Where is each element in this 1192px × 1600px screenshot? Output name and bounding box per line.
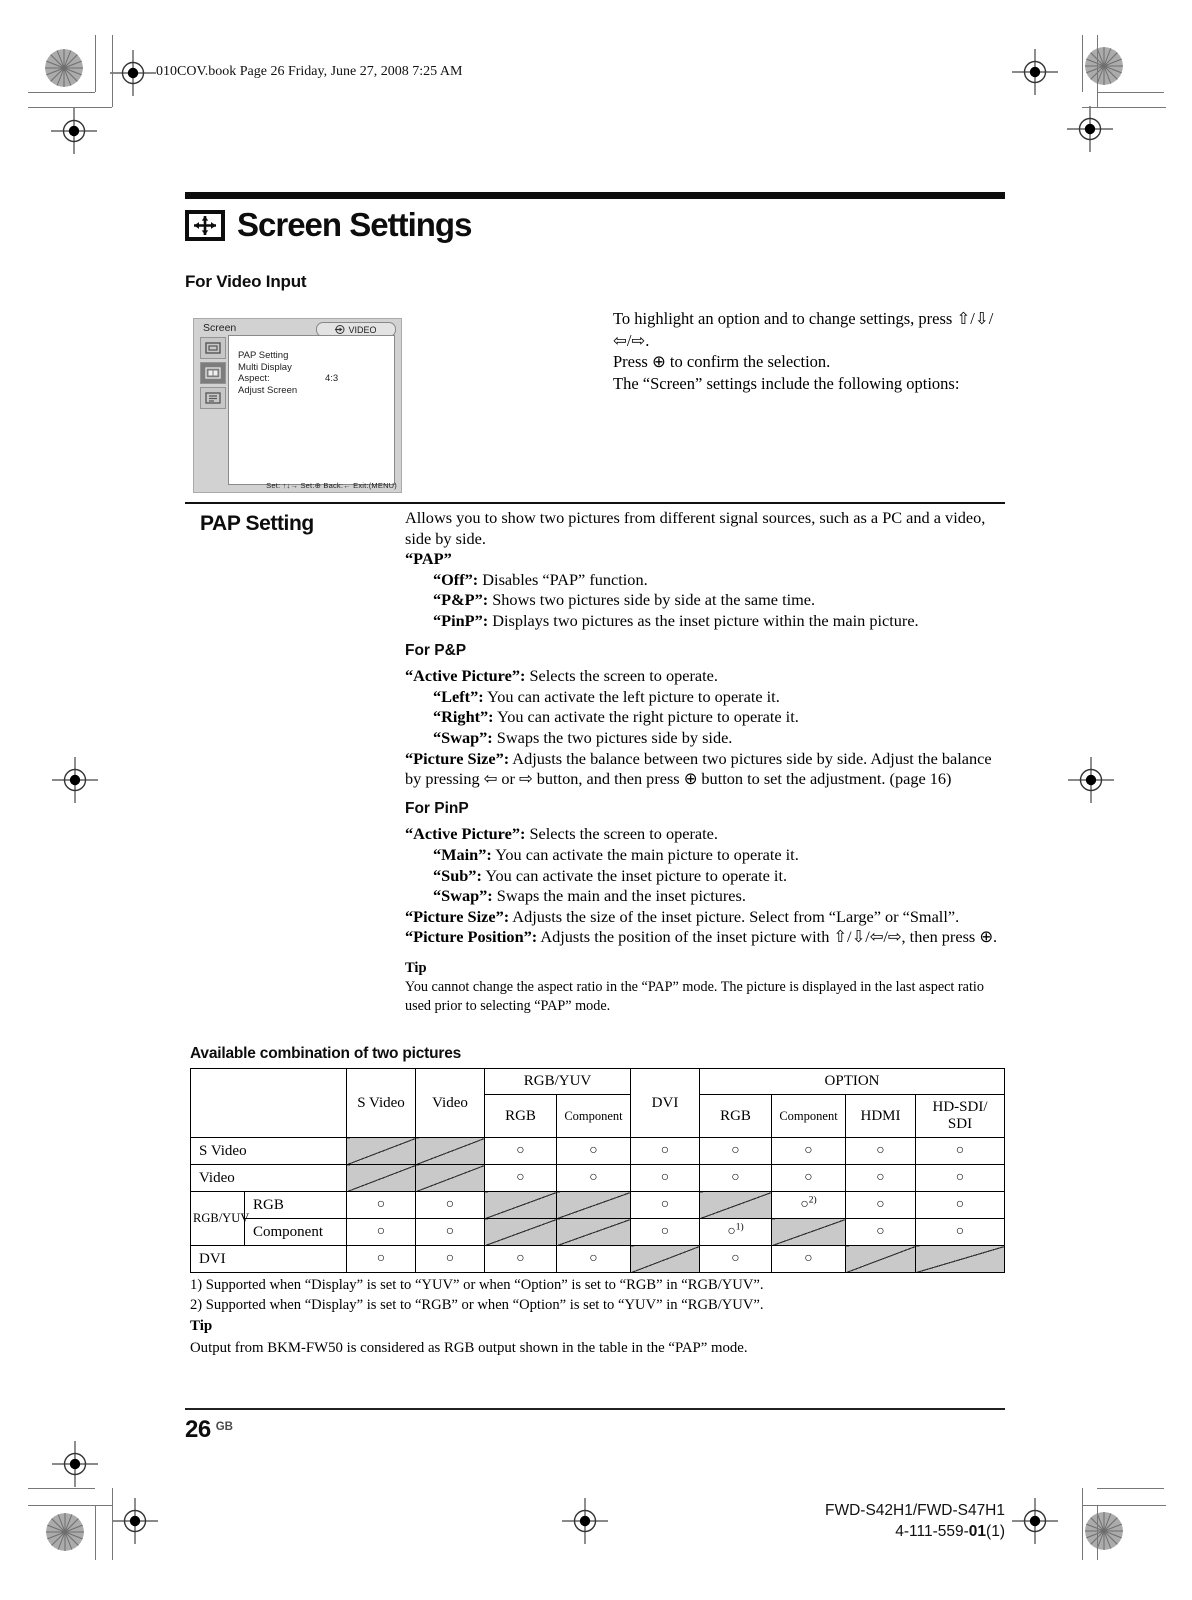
table-tip-text: Output from BKM-FW50 is considered as RGB output shown in the table in the “PAP” mode.	[190, 1340, 748, 1356]
registration-mark	[1012, 49, 1058, 95]
body-line-lead: “PinP”:	[433, 610, 489, 630]
combination-cell: ○	[347, 1219, 416, 1246]
combination-cell	[631, 1246, 700, 1273]
pap-setting-body	[405, 508, 1007, 1016]
combination-cell	[347, 1138, 416, 1165]
combination-cell: ○	[347, 1192, 416, 1219]
body-line: “Sub”: You can activate the inset picture to operate it.	[433, 865, 788, 885]
title-rule	[185, 192, 1005, 199]
crop-mark	[1097, 1488, 1164, 1489]
document-footer	[660, 1500, 1005, 1542]
table-row	[191, 1246, 1005, 1273]
body-line: “Active Picture”: Selects the screen to operate.	[405, 824, 718, 844]
crop-mark	[112, 1488, 113, 1560]
combination-cell	[700, 1192, 772, 1219]
osd-picture-icon	[200, 337, 226, 359]
body-line-lead: “Sub”:	[433, 865, 482, 885]
combination-cell	[557, 1192, 631, 1219]
osd-menu-item-value: 4:3	[325, 373, 339, 384]
body-line-lead: “PAP”	[405, 549, 452, 569]
osd-menu-item	[229, 350, 394, 362]
combination-cell: ○	[557, 1165, 631, 1192]
osd-menu-item-label: Adjust Screen	[238, 384, 298, 396]
registration-mark	[1068, 757, 1114, 803]
combination-cell: ○	[916, 1219, 1005, 1246]
combination-cell: ○	[485, 1246, 557, 1273]
registration-mark	[52, 1441, 98, 1487]
col-header-hdmi: HDMI	[846, 1095, 916, 1138]
crop-mark	[28, 107, 112, 108]
tip-heading: Tip	[405, 959, 427, 976]
body-line-lead: “Active Picture”:	[405, 824, 526, 844]
tip-text: You cannot change the aspect ratio in the “PAP” mode. The picture is displayed in the last aspect ratio used prior to selecting “PAP” mode.	[405, 979, 984, 1015]
registration-mark	[51, 108, 97, 154]
osd-pap-icon	[200, 362, 226, 384]
crop-mark	[1082, 1505, 1166, 1506]
row-label: Component	[245, 1219, 347, 1246]
table-row	[191, 1219, 1005, 1246]
body-line: “Off”: Disables “PAP” function.	[433, 569, 648, 589]
osd-menu-item	[229, 373, 394, 385]
osd-menu-title: Screen	[203, 322, 237, 334]
combination-cell: ○	[846, 1138, 916, 1165]
osd-sidebar	[200, 337, 226, 412]
registration-mark	[1067, 106, 1113, 152]
sub-heading: For P&P	[405, 641, 467, 659]
sub-heading: For PinP	[405, 799, 469, 817]
crop-mark	[28, 92, 95, 93]
section-heading-for-video-input: For Video Input	[185, 272, 307, 291]
osd-menu-item-label: PAP Setting	[238, 350, 289, 361]
body-line-lead: “Picture Position”:	[405, 927, 538, 947]
color-patch-circle	[1084, 46, 1124, 86]
table-footnote: 1) Supported when “Display” is set to “YUV” or when “Option” is set to “RGB” in “RGB/YUV”.	[190, 1277, 764, 1293]
combination-cell	[416, 1138, 485, 1165]
combination-table	[190, 1068, 1005, 1273]
registration-mark	[112, 1498, 158, 1544]
body-line-lead: “P&P”:	[433, 590, 489, 610]
row-label: S Video	[191, 1138, 347, 1165]
osd-menu-item-label: Aspect:	[238, 373, 270, 384]
body-line: “Right”: You can activate the right picture to operate it.	[433, 707, 799, 727]
section-heading-pap-setting: PAP Setting	[200, 512, 314, 535]
footer-rule	[185, 1408, 1005, 1410]
input-arrow-icon	[335, 325, 345, 334]
combination-cell: ○	[557, 1246, 631, 1273]
combination-cell: ○	[631, 1165, 700, 1192]
osd-menu-item-label: Multi Display	[238, 361, 292, 373]
table-heading: Available combination of two pictures	[190, 1045, 462, 1062]
body-line-lead: “Active Picture”:	[405, 666, 526, 686]
combination-cell: ○	[700, 1165, 772, 1192]
combination-cell: ○	[485, 1165, 557, 1192]
body-line-lead: “Left”:	[433, 686, 484, 706]
osd-key-guide: Set: ↑↓→ Set:⊕ Back:← Exit:(MENU)	[266, 481, 397, 490]
crop-mark	[95, 35, 96, 92]
table-row	[191, 1138, 1005, 1165]
crop-mark	[1097, 1505, 1098, 1560]
table-row	[191, 1192, 1005, 1219]
crop-mark	[1097, 35, 1098, 107]
intro-line: The “Screen” settings include the following options:	[613, 373, 960, 393]
body-line: “Picture Position”: Adjusts the position of the inset picture with ⇧/⇩/⇦/⇨, then press ⊕.	[405, 927, 998, 947]
combination-cell: ○	[416, 1246, 485, 1273]
body-line: Allows you to show two pictures from different signal sources, such as a PC and a video, side by side.	[405, 508, 986, 548]
combination-cell	[485, 1192, 557, 1219]
combination-cell	[557, 1219, 631, 1246]
combination-cell: ○	[557, 1138, 631, 1165]
body-line: “PinP”: Displays two pictures as the inset picture within the main picture.	[433, 610, 919, 630]
combination-cell: ○	[772, 1138, 846, 1165]
registration-mark	[1012, 1498, 1058, 1544]
col-header-hd-sdi: HD-SDI/ SDI	[916, 1095, 1005, 1138]
combination-cell: ○	[416, 1219, 485, 1246]
crop-mark	[28, 1488, 95, 1489]
print-header: 010COV.book Page 26 Friday, June 27, 2008 7:25 AM	[156, 64, 463, 79]
combination-cell: ○	[347, 1246, 416, 1273]
body-line-lead: “Swap”:	[433, 886, 493, 906]
model-number: FWD-S42H1/FWD-S47H1	[825, 1502, 1005, 1519]
col-header-component: Component	[557, 1095, 631, 1138]
row-label: DVI	[191, 1246, 347, 1273]
table-tip-heading: Tip	[190, 1318, 213, 1334]
crop-mark	[1082, 107, 1166, 108]
col-header-option-component: Component	[772, 1095, 846, 1138]
combination-cell: ○	[846, 1219, 916, 1246]
intro-line: Press ⊕ to confirm the selection.	[613, 352, 831, 371]
combination-cell	[416, 1165, 485, 1192]
combination-cell: ○	[916, 1192, 1005, 1219]
table-corner-cell	[191, 1069, 347, 1138]
osd-menu-item	[229, 362, 394, 374]
crop-mark	[1097, 92, 1164, 93]
combination-cell	[485, 1219, 557, 1246]
combination-cell: ○	[485, 1138, 557, 1165]
combination-cell: ○$^{1)}$	[700, 1219, 772, 1246]
combination-cell: ○	[772, 1165, 846, 1192]
body-line-lead: “Off”:	[433, 569, 479, 589]
body-line-lead: “Right”:	[433, 707, 494, 727]
body-line-lead: “Picture Size”:	[405, 748, 510, 768]
registration-mark	[562, 1498, 608, 1544]
color-patch-circle	[1084, 1511, 1124, 1551]
col-header-s-video: S Video	[347, 1069, 416, 1138]
body-line-lead: “Main”:	[433, 844, 492, 864]
registration-mark	[110, 50, 156, 96]
screen-adjust-icon	[185, 210, 225, 241]
osd-input-badge: VIDEO	[316, 322, 396, 337]
combination-cell: ○	[916, 1165, 1005, 1192]
combination-cell	[772, 1219, 846, 1246]
body-line	[405, 549, 1007, 570]
combination-cell: ○	[631, 1219, 700, 1246]
body-line: “Picture Size”: Adjusts the balance between two pictures side by side. Adjust the balance by pressing ⇦ or ⇨ button, and then press ⊕ button to set the adjustment. (page 16)	[405, 748, 992, 789]
table-footnote: 2) Supported when “Display” is set to “RGB” or when “Option” is set to “YUV” in “RGB/YUV”.	[190, 1296, 764, 1313]
color-patch-circle	[45, 1512, 85, 1552]
body-line: “Main”: You can activate the main picture to operate it.	[433, 844, 799, 864]
body-line-lead: “Picture Size”:	[405, 906, 510, 926]
registration-mark	[52, 757, 98, 803]
osd-adjust-icon	[200, 387, 226, 409]
row-label: Video	[191, 1165, 347, 1192]
combination-cell: ○	[916, 1138, 1005, 1165]
col-group-rgb-yuv: RGB/YUV	[485, 1069, 631, 1095]
combination-cell: ○	[631, 1138, 700, 1165]
body-line-lead: “Swap”:	[433, 727, 493, 747]
video-input-intro	[613, 308, 1011, 394]
body-line: “Picture Size”: Adjusts the size of the inset picture. Select from “Large” or “Small”.	[405, 906, 960, 926]
body-line: “Left”: You can activate the left picture to operate it.	[433, 686, 780, 706]
part-number: 4-111-559-01(1)	[895, 1523, 1005, 1540]
combination-cell: ○	[846, 1165, 916, 1192]
crop-mark	[95, 1505, 96, 1560]
body-line: “Swap”: Swaps the two pictures side by side.	[433, 727, 733, 747]
section-divider	[185, 502, 1005, 504]
combination-cell: ○	[772, 1246, 846, 1273]
osd-menu-item	[229, 385, 394, 397]
intro-line: To highlight an option and to change settings, press ⇧/⇩/⇦/⇨.	[613, 309, 994, 350]
combination-cell: ○	[700, 1246, 772, 1273]
combination-cell	[347, 1165, 416, 1192]
combination-cell	[846, 1246, 916, 1273]
body-line: “P&P”: Shows two pictures side by side at the same time.	[433, 590, 816, 610]
osd-screenshot	[193, 318, 402, 493]
col-header-video: Video	[416, 1069, 485, 1138]
col-header-option-rgb: RGB	[700, 1095, 772, 1138]
combination-cell: ○	[700, 1138, 772, 1165]
page-title: Screen Settings	[237, 206, 472, 243]
body-line: “Swap”: Swaps the main and the inset pictures.	[433, 886, 746, 906]
col-group-option: OPTION	[700, 1069, 1005, 1095]
row-group-label: RGB/YUV	[191, 1192, 245, 1246]
crop-mark	[1082, 35, 1083, 92]
table-footnotes	[190, 1276, 764, 1315]
body-line: “Active Picture”: Selects the screen to operate.	[405, 666, 718, 686]
osd-menu-panel	[228, 335, 395, 485]
combination-cell	[916, 1246, 1005, 1273]
row-label: RGB	[245, 1192, 347, 1219]
combination-cell: ○	[846, 1192, 916, 1219]
crop-mark	[1082, 1488, 1083, 1560]
combination-cell: ○	[631, 1192, 700, 1219]
combination-cell: ○$^{2)}$	[772, 1192, 846, 1219]
color-patch-circle	[44, 48, 84, 88]
page-number: 26 GB	[185, 1416, 233, 1443]
table-row	[191, 1165, 1005, 1192]
crop-mark	[112, 35, 113, 107]
combination-cell: ○	[416, 1192, 485, 1219]
col-header-dvi: DVI	[631, 1069, 700, 1138]
col-header-rgb: RGB	[485, 1095, 557, 1138]
crop-mark	[28, 1505, 112, 1506]
